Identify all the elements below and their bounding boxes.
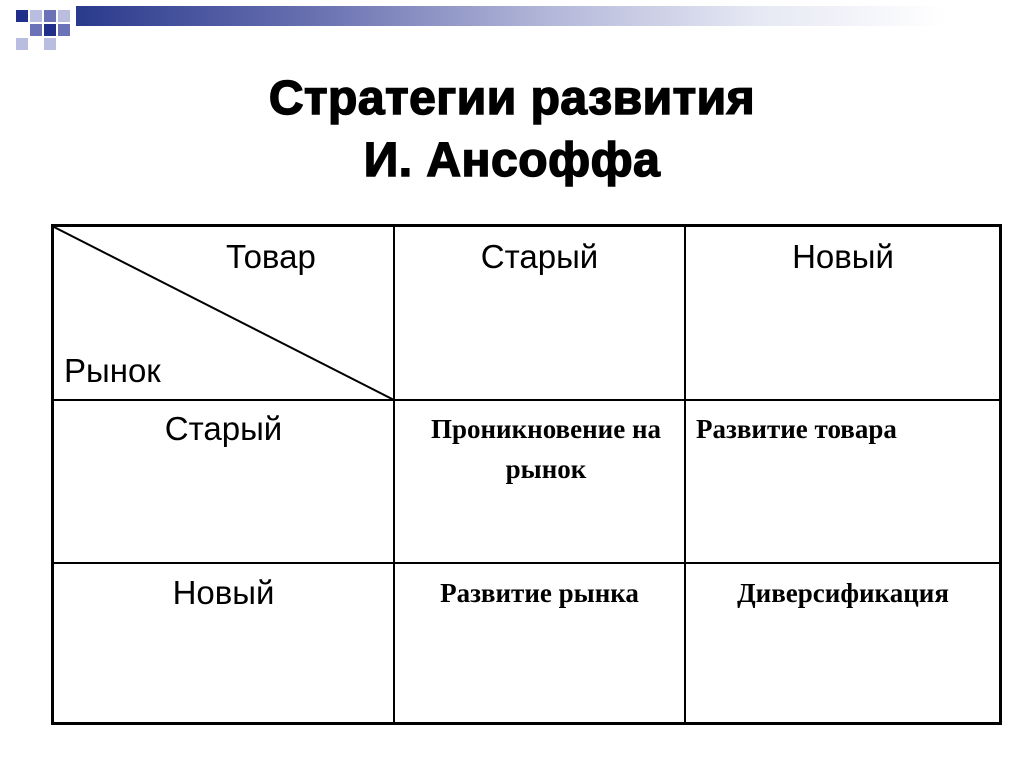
decor-square: [44, 38, 56, 50]
col-header-new: Новый: [792, 238, 894, 275]
col-header-old: Старый: [480, 238, 599, 275]
row-header-new: Новый: [172, 574, 275, 611]
row-divider: [54, 399, 999, 401]
column-divider: [393, 227, 395, 722]
decor-square: [44, 10, 56, 22]
slide-title: [0, 68, 1024, 192]
row-header-old: Старый: [164, 410, 283, 447]
strategy-product-development: Развитие товара: [696, 414, 897, 444]
decor-square: [44, 24, 56, 36]
strategy-market-penetration: Проникновение на рынок: [430, 414, 662, 484]
decor-square: [58, 10, 70, 22]
title-line-1: Стратегии развития: [268, 72, 756, 125]
title-line-2: И. Ансоффа: [363, 134, 661, 187]
decor-square: [30, 10, 42, 22]
corner-label-product: Товар: [226, 238, 316, 275]
strategy-market-development: Развитие рынка: [440, 578, 639, 608]
decor-square: [58, 24, 70, 36]
header-gradient-bar: [76, 6, 1022, 26]
ansoff-matrix: [51, 224, 1002, 725]
decor-square: [16, 38, 28, 50]
decor-square: [30, 24, 42, 36]
strategy-diversification: Диверсификация: [737, 578, 949, 608]
corner-label-market: Рынок: [64, 352, 161, 389]
decor-square: [16, 10, 28, 22]
row-divider: [54, 562, 999, 564]
